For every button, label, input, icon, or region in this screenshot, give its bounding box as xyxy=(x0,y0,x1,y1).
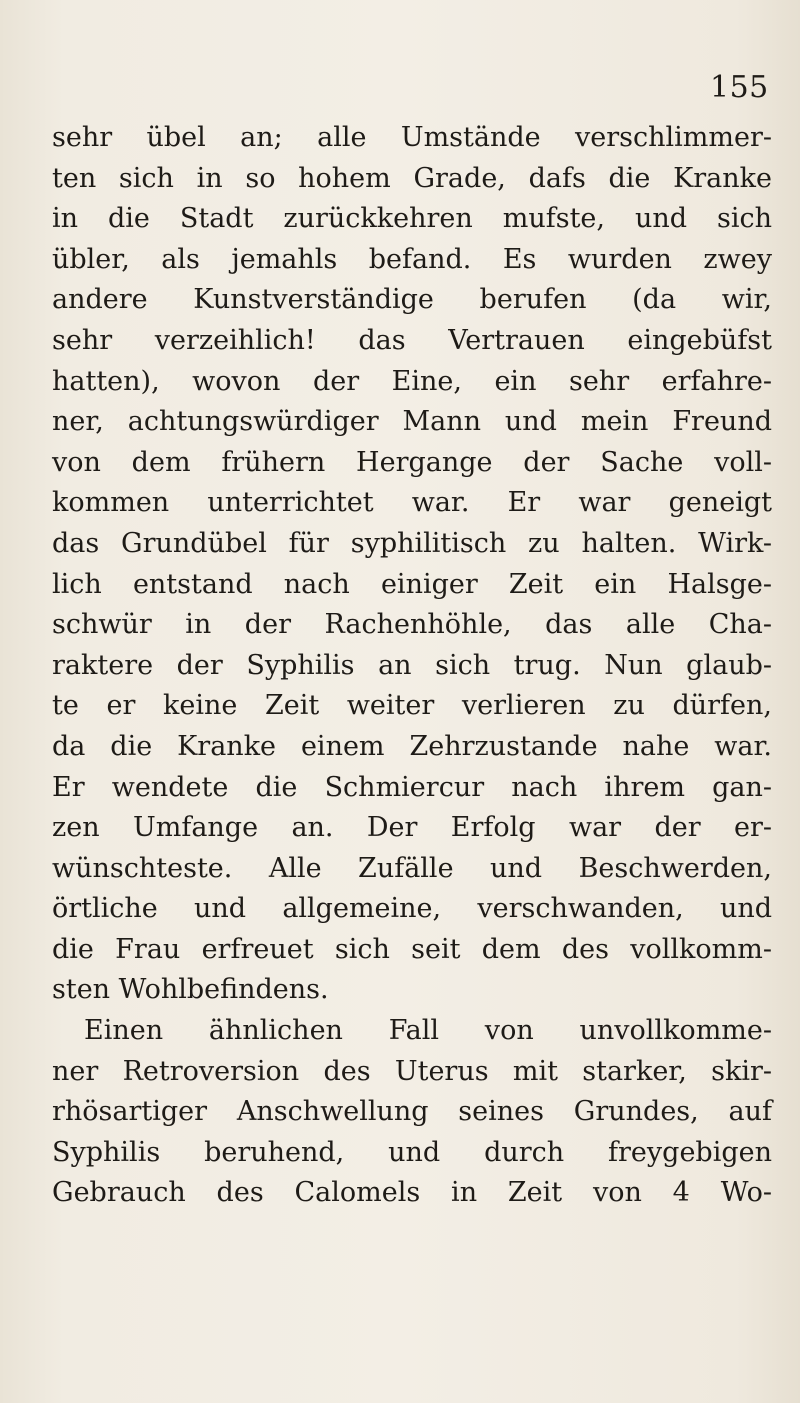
text-line: lich entstand nach einiger Zeit ein Halsge- xyxy=(52,568,772,600)
text-line: örtliche und allgemeine, verschwanden, und xyxy=(52,893,772,925)
page-number: 155 xyxy=(710,70,769,105)
text-line: übler, als jemahls befand. Es wurden zwey xyxy=(52,243,772,275)
text-line: andere Kunstverständige berufen (da wir, xyxy=(52,284,772,316)
text-line: in die Stadt zurückkehren mufste, und sich xyxy=(52,203,772,235)
text-line: Er wendete die Schmiercur nach ihrem gan- xyxy=(52,771,772,803)
text-line: ner Retroversion des Uterus mit starker, skir- xyxy=(52,1055,772,1087)
text-line: sehr übel an; alle Umstände verschlimmer- xyxy=(52,122,772,153)
text-line-paragraph-end: sten Wohlbefindens. xyxy=(52,974,329,1006)
text-line: sehr verzeihlich! das Vertrauen eingebüfst xyxy=(52,324,772,356)
text-line: schwür in der Rachenhöhle, das alle Cha- xyxy=(52,609,772,641)
body-text xyxy=(52,118,772,1214)
text-line: wünschteste. Alle Zufälle und Beschwerden, xyxy=(52,852,772,884)
text-line: ten sich in so hohem Grade, dafs die Kranke xyxy=(52,162,772,194)
text-line: die Frau erfreuet sich seit dem des vollkomm- xyxy=(52,933,772,965)
text-line: Gebrauch des Calomels in Zeit von 4 Wo- xyxy=(52,1177,772,1209)
text-line: raktere der Syphilis an sich trug. Nun glaub- xyxy=(52,649,772,681)
text-line: ner, achtungswürdiger Mann und mein Freund xyxy=(52,406,772,438)
text-line: te er keine Zeit weiter verlieren zu dürfen, xyxy=(52,690,772,722)
text-line: rhösartiger Anschwellung seines Grundes, auf xyxy=(52,1096,772,1128)
text-line: von dem frühern Hergange der Sache voll- xyxy=(52,446,772,478)
text-line: da die Kranke einem Zehrzustande nahe war. xyxy=(52,730,772,762)
text-line-paragraph-start: Einen ähnlichen Fall von unvollkomme- xyxy=(84,1015,772,1047)
text-line: hatten), wovon der Eine, ein sehr erfahre- xyxy=(52,365,772,397)
text-line: zen Umfange an. Der Erfolg war der er- xyxy=(52,812,772,844)
text-line: Syphilis beruhend, und durch freygebigen xyxy=(52,1136,772,1168)
text-line: das Grundübel für syphilitisch zu halten. Wirk- xyxy=(52,527,772,559)
text-line: kommen unterrichtet war. Er war geneigt xyxy=(52,487,772,519)
